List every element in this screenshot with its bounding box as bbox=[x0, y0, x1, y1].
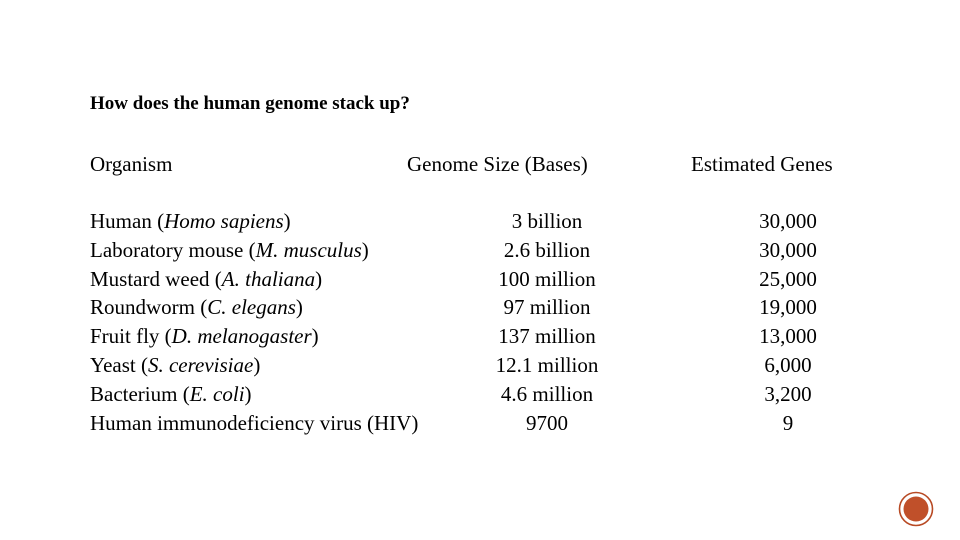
organism-name: Human immunodeficiency virus (HIV) bbox=[90, 410, 419, 435]
table-row bbox=[0, 351, 960, 380]
organism-name: Bacterium (E. coli) bbox=[90, 381, 252, 406]
genome-table bbox=[0, 207, 960, 437]
organism-name: Mustard weed (A. thaliana) bbox=[90, 266, 323, 291]
gene-count-value: 25,000 bbox=[759, 266, 817, 291]
genome-size-value: 9700 bbox=[526, 410, 568, 435]
slide-title: How does the human genome stack up? bbox=[90, 93, 410, 114]
gene-count-value: 3,200 bbox=[764, 381, 812, 406]
genome-size-value: 100 million bbox=[498, 266, 596, 291]
header-organism: Organism bbox=[90, 152, 173, 176]
gene-count-value: 30,000 bbox=[759, 237, 817, 262]
table-row bbox=[0, 409, 960, 438]
genome-size-value: 12.1 million bbox=[495, 352, 599, 377]
table-row bbox=[0, 265, 960, 294]
genome-size-value: 137 million bbox=[498, 324, 596, 349]
gene-count-value: 30,000 bbox=[759, 209, 817, 233]
header-genome-size: Genome Size (Bases) bbox=[407, 152, 588, 176]
table-row bbox=[0, 236, 960, 265]
gene-count-value: 19,000 bbox=[759, 295, 817, 320]
gene-count-value: 13,000 bbox=[759, 324, 817, 349]
table-row bbox=[0, 293, 960, 322]
organism-name: Yeast (S. cerevisiae) bbox=[90, 352, 261, 377]
badge-fill bbox=[904, 497, 929, 522]
genome-size-value: 3 billion bbox=[511, 209, 583, 233]
organism-name: Laboratory mouse (M. musculus) bbox=[90, 237, 369, 262]
header-estimated-genes: Estimated Genes bbox=[691, 152, 833, 176]
genome-size-value: 97 million bbox=[503, 295, 591, 320]
genome-size-value: 2.6 billion bbox=[503, 237, 591, 262]
gene-count-value: 9 bbox=[782, 410, 794, 435]
organism-name: Fruit fly (D. melanogaster) bbox=[90, 324, 319, 349]
table-row bbox=[0, 322, 960, 351]
table-row bbox=[0, 380, 960, 409]
table-row bbox=[0, 207, 960, 236]
gene-count-value: 6,000 bbox=[764, 352, 812, 377]
genome-size-value: 4.6 million bbox=[500, 381, 594, 406]
organism-name: Roundworm (C. elegans) bbox=[90, 295, 303, 320]
organism-name: Human (Homo sapiens) bbox=[90, 209, 291, 233]
slide-number-badge-icon bbox=[898, 491, 934, 527]
